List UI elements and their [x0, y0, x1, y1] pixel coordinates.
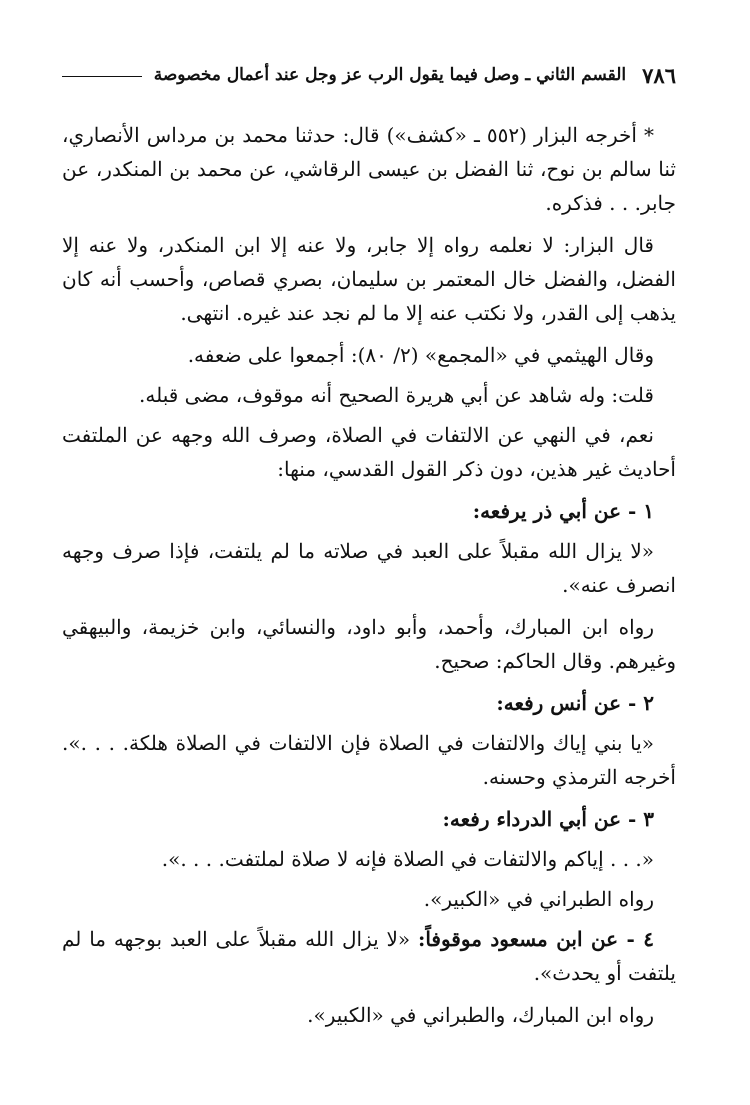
heading-abu-dharr: ١ - عن أبي ذر يرفعه: — [472, 499, 654, 523]
heading-abu-darda: ٣ - عن أبي الدرداء رفعه: — [442, 807, 654, 831]
paragraph-shahid: قلت: وله شاهد عن أبي هريرة الصحيح أنه موقوف، مضى قبله. — [139, 383, 654, 407]
paragraph-hadith-abu-darda: «. . . إياكم والالتفات في الصلاة فإنه لا صلاة لملتفت. . . .». — [161, 847, 654, 871]
page-header — [62, 58, 676, 92]
heading-anas: ٢ - عن أنس رفعه: — [496, 691, 654, 715]
hadith-ibn-masud: «لا يزال الله مقبلاً على العبد بوجهه ما لم يلتفت أو يحدث». — [62, 927, 676, 985]
paragraph-intro-list: نعم، في النهي عن الالتفات في الصلاة، وصرف الله وجهه عن الملتفت أحاديث غير هذين، دون ذكر القول القدسي، منها: — [62, 423, 676, 481]
page-number: ٧٨٦ — [642, 62, 676, 88]
paragraph-hadith-anas: «يا بني إياك والالتفات في الصلاة فإن الالتفات في الصلاة هلكة. . . .». أخرجه الترمذي وحسنه. — [62, 731, 676, 789]
paragraph-riwaya-ibn-masud: رواه ابن المبارك، والطبراني في «الكبير». — [307, 1003, 654, 1027]
paragraph-bazzar-comment: قال البزار: لا نعلمه رواه إلا جابر، ولا عنه إلا ابن المنكدر، ولا عنه إلا الفضل، والفضل خال المعتمر بن سليمان، بصري قصاص، وأحسب أنه كان يذهب إلى القدر، ولا نكتب عنه إلا ما لم نجد عند غيره. انتهى. — [62, 233, 676, 325]
running-title: القسم الثاني ـ وصل فيما يقول الرب عز وجل عند أعمال مخصوصة — [153, 65, 627, 85]
paragraph-ibn-masud — [62, 922, 676, 990]
page-body — [62, 118, 676, 1040]
header-rule — [62, 76, 142, 77]
paragraph-takhrij: * أخرجه البزار (٥٥٢ ـ «كشف») قال: حدثنا محمد بن مرداس الأنصاري، ثنا سالم بن نوح، ثنا الفضل بن عيسى الرقاشي، عن محمد بن المنكدر، عن جابر. . . فذكره. — [62, 123, 676, 215]
paragraph-riwaya-abu-dharr: رواه ابن المبارك، وأحمد، وأبو داود، والنسائي، وابن خزيمة، والبيهقي وغيرهم. وقال الحاكم: صحيح. — [62, 615, 676, 673]
paragraph-haythami: وقال الهيثمي في «المجمع» (٢/ ٨٠): أجمعوا على ضعفه. — [187, 343, 654, 367]
heading-ibn-masud: ٤ - عن ابن مسعود موقوفاً: — [417, 927, 655, 951]
paragraph-hadith-abu-dharr: «لا يزال الله مقبلاً على العبد في صلاته ما لم يلتفت، فإذا صرف وجهه انصرف عنه». — [62, 539, 676, 597]
paragraph-riwaya-abu-darda: رواه الطبراني في «الكبير». — [423, 887, 654, 911]
book-page — [62, 0, 676, 1105]
